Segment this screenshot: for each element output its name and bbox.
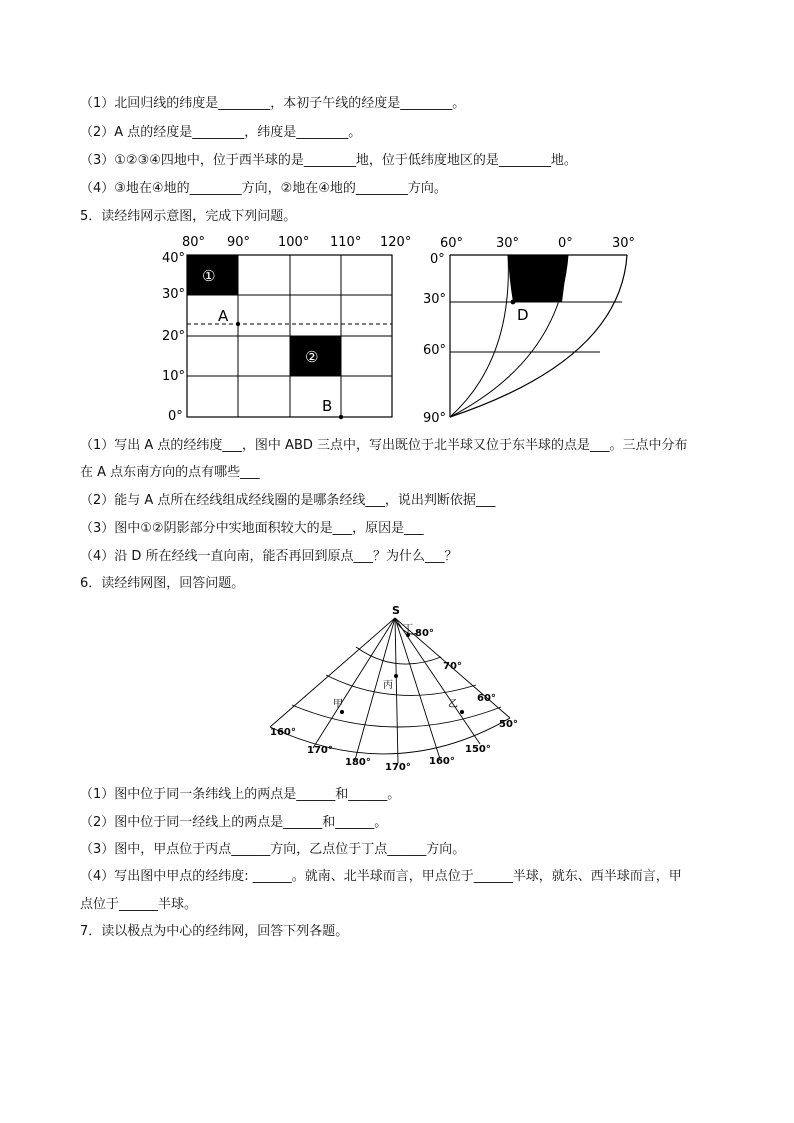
lat-label: 0°: [430, 252, 445, 267]
point-d-label: D: [517, 306, 529, 324]
q4-item-4: （4）③地在④地的________方向，②地在④地的________方向。: [80, 181, 447, 196]
point-a: [236, 322, 240, 326]
lat-label: 90°: [423, 411, 447, 425]
q6-item-4b: 点位于______半球。: [80, 897, 198, 912]
lon-label: 150°: [465, 744, 491, 755]
lon-label: 30°: [496, 236, 520, 251]
q5-item-2: （2）能与 A 点所在经线组成经线圈的是哪条经线___，说出判断依据___: [80, 493, 496, 508]
q5-item-3: （3）图中①②阴影部分中实地面积较大的是___，原因是___: [80, 521, 424, 536]
lon-label: 0°: [558, 236, 573, 251]
q5-item-1a: （1）写出 A 点的经纬度___，图中 ABD 三点中，写出既位于北半球又位于东半球的点是___。三点中分布: [80, 438, 688, 453]
region-1-label: ①: [202, 267, 216, 285]
q4-item-2: （2）A 点的经度是________，纬度是________。: [80, 125, 362, 140]
q6-fan-map: [265, 600, 535, 775]
lat-label: 70°: [443, 661, 462, 672]
point-yi-label: 乙: [448, 699, 458, 710]
lat-label: 30°: [423, 292, 447, 307]
lat-label: 30°: [162, 287, 186, 302]
lat-label: 50°: [499, 719, 518, 730]
point-b: [339, 415, 343, 419]
q4-item-1: （1）北回归线的纬度是________，本初子午线的经度是________。: [80, 96, 466, 111]
point-d: [511, 300, 516, 305]
lon-label: 80°: [182, 235, 206, 250]
lon-label: 180°: [345, 757, 371, 768]
lat-label: 60°: [477, 693, 496, 704]
q5-item-1b: 在 A 点东南方向的点有哪些___: [80, 465, 260, 480]
q6-title: 6．读经纬网图，回答问题。: [80, 576, 245, 591]
lat-label: 0°: [168, 409, 183, 424]
point-a-label: A: [218, 307, 229, 325]
region-2-label: ②: [305, 348, 319, 366]
q5-title: 5．读经纬网示意图，完成下列问题。: [80, 209, 297, 224]
lat-label: 60°: [423, 343, 447, 358]
lon-label: 60°: [440, 236, 464, 251]
q6-item-1: （1）图中位于同一条纬线上的两点是______和______。: [80, 787, 401, 802]
region-d-shaded: [508, 255, 568, 302]
lon-label: 160°: [270, 727, 296, 738]
pole-label: S: [392, 604, 400, 617]
lat-label: 10°: [162, 369, 186, 384]
q6-item-4a: （4）写出图中甲点的经纬度: ______。就南、北半球而言，甲点位于______半球，就东、西半球而言，甲: [80, 869, 682, 884]
q6-item-2: （2）图中位于同一经线上的两点是______和______。: [80, 815, 388, 830]
point-bing-label: 丙: [383, 680, 393, 691]
lon-label: 90°: [227, 235, 251, 250]
lon-label: 30°: [612, 236, 636, 251]
point-jia-label: 甲: [333, 699, 343, 710]
lon-label: 160°: [429, 756, 455, 767]
lon-label: 170°: [307, 745, 333, 756]
lat-label: 20°: [162, 329, 186, 344]
q7-title: 7．读以极点为中心的经纬网，回答下列各题。: [80, 924, 349, 939]
q4-item-3: （3）①②③④四地中，位于西半球的是________地，位于低纬度地区的是________地。: [80, 153, 577, 168]
lat-label: 40°: [162, 251, 186, 266]
point-jia: [340, 710, 344, 714]
point-yi: [460, 710, 464, 714]
q5-polar-map: [420, 230, 645, 425]
lon-label: 120°: [380, 235, 412, 250]
lon-label: 110°: [330, 235, 362, 250]
lon-label: 100°: [278, 235, 310, 250]
lon-label: 170°: [385, 762, 411, 773]
point-bing: [394, 674, 398, 678]
q6-item-3: （3）图中，甲点位于丙点______方向，乙点位于丁点______方向。: [80, 842, 466, 857]
q5-grid-map: [160, 230, 420, 425]
point-ding-label: 丁: [403, 624, 413, 635]
lat-label: 80°: [415, 628, 434, 639]
point-b-label: B: [322, 397, 333, 415]
q5-item-4: （4）沿 D 所在经线一直向南，能否再回到原点___？为什么___？: [80, 549, 458, 564]
